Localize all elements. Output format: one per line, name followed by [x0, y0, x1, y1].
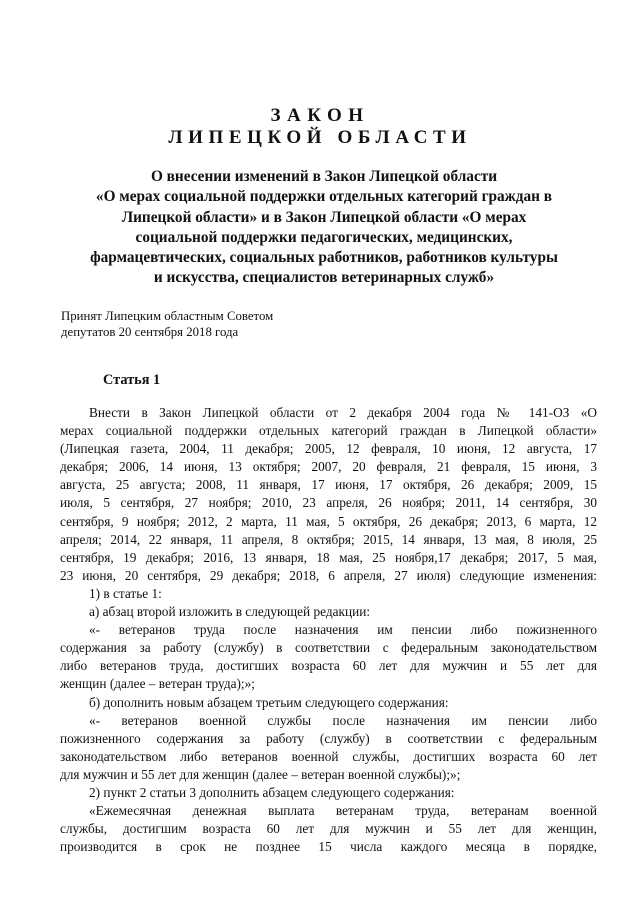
body-line: августа, 25 августа; 2008, 11 января, 17 июня, 17 октября, 26 декабря; 2009, 15: [60, 477, 597, 493]
law-title-line: О внесении изменений в Закон Липецкой области: [150, 168, 498, 185]
adoption-note-line: депутатов 20 сентября 2018 года: [61, 325, 239, 339]
body-line: Внести в Закон Липецкой области от 2 декабря 2004 года № 141-ОЗ «О: [89, 405, 597, 420]
body-line: 1) в статье 1:: [89, 585, 162, 601]
article-heading: Статья 1: [103, 372, 161, 388]
body-line: апреля; 2014, 22 января, 11 апреля, 8 октября; 2015, 14 января, 13 мая, 8 июля, 25: [60, 531, 597, 547]
body-line: а) абзац второй изложить в следующей редакции:: [89, 604, 371, 620]
body-line: 2) пункт 2 статьи 3 дополнить абзацем следующего содержания:: [89, 784, 455, 800]
body-line: сентября, 19 декабря; 2016, 13 января, 18 мая, 25 ноября,17 декабря; 2017, 5 мая,: [60, 549, 597, 565]
body-line: (Липецкая газета, 2004, 11 декабря; 2005, 12 февраля, 10 июня, 12 августа, 17: [60, 441, 597, 457]
body-line: содержания за работу (службу) в соответствии с федеральным законодательством: [60, 640, 597, 656]
body-line: пожизненного содержания за работу (службу) в соответствии с федеральным: [60, 730, 597, 746]
body-line: мерах социальной поддержки отдельных категорий граждан в Липецкой области»: [60, 423, 597, 439]
law-title-line: социальной поддержки педагогических, медицинских,: [135, 228, 513, 246]
law-title-line: Липецкой области» и в Закон Липецкой области «О мерах: [121, 208, 527, 226]
body-line: службы, достигшим возраста 60 лет для мужчин и 55 лет для женщин,: [60, 821, 597, 837]
adoption-note: [61, 308, 273, 340]
law-title-line: фармацевтических, социальных работников, работников культуры: [90, 249, 558, 267]
body-line: 23 июня, 20 сентября, 29 декабря; 2018, 6 апреля, 27 июля) следующие изменения:: [60, 567, 597, 583]
law-heading: ЗАКОН: [270, 105, 370, 126]
body-line: женщин (далее – ветеран труда);»;: [60, 676, 255, 692]
body-line: законодательством либо ветеранов военной службы, достигших возраста 60 лет: [60, 748, 597, 764]
law-region-heading: ЛИПЕЦКОЙ ОБЛАСТИ: [168, 127, 472, 148]
law-title-line: и искусства, специалистов ветеринарных служб»: [153, 269, 495, 287]
adoption-note-line: Принят Липецким областным Советом: [61, 309, 274, 323]
body-line: декабря; 2006, 14 июня, 13 октября; 2007, 20 февраля, 21 февраля, 15 июня, 3: [60, 459, 597, 475]
body-line: июля, 5 сентября, 27 ноября; 2010, 23 апреля, 26 ноября; 2011, 14 сентября, 30: [60, 495, 597, 511]
law-title: [60, 167, 588, 289]
body-line: «Ежемесячная денежная выплата ветеранам труда, ветеранам военной: [89, 803, 597, 819]
body-line: производится в срок не позднее 15 числа каждого месяца в порядке,: [60, 839, 597, 855]
body-line: для мужчин и 55 лет для женщин (далее – ветеран военной службы);»;: [60, 766, 461, 782]
body-line: «- ветеранов военной службы после назначения им пенсии либо: [89, 712, 597, 728]
body-line: б) дополнить новым абзацем третьим следующего содержания:: [89, 694, 449, 710]
body-line: «- ветеранов труда после назначения им пенсии либо пожизненного: [89, 622, 597, 638]
law-title-line: «О мерах социальной поддержки отдельных категорий граждан в: [95, 188, 553, 206]
article-body: [60, 404, 597, 856]
body-line: сентября, 9 ноября; 2012, 2 марта, 11 мая, 5 октября, 26 декабря; 2013, 6 марта, 12: [60, 513, 597, 529]
body-line: либо ветеранов труда, достигших возраста 60 лет для мужчин и 55 лет для: [60, 658, 597, 674]
